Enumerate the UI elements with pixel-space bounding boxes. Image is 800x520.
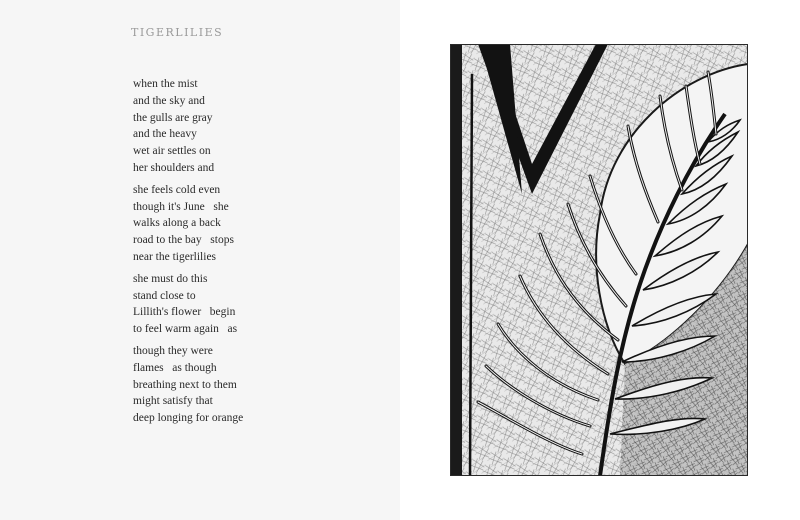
poem-line: her shoulders and: [133, 161, 215, 174]
poem-line: wet air settles on: [133, 145, 211, 158]
poem-line: though they were: [133, 344, 213, 357]
poem-line: stand close to: [133, 289, 196, 302]
poem-line: near the tigerlilies: [133, 250, 217, 263]
stanza-1: [133, 76, 383, 177]
poem-line: when the mist: [133, 78, 198, 90]
poem-line: and the heavy: [133, 128, 197, 141]
poem-line: the gulls are gray: [133, 111, 213, 124]
poem-line: road to the bay stops: [133, 234, 234, 247]
poem-line: might satisfy that: [133, 395, 213, 408]
poem-line: she must do this: [133, 272, 208, 285]
left-edge-band: [450, 44, 462, 476]
stanza-3: [133, 271, 383, 338]
poem-body: [133, 76, 383, 432]
poem-line: deep longing for orange: [133, 412, 244, 425]
poem-line: to feel warm again as: [133, 323, 238, 336]
poem-line: breathing next to them: [133, 378, 237, 391]
poem-line: and the sky and: [133, 94, 205, 107]
poem-line: Lillith's flower begin: [133, 306, 236, 319]
poem-line: though it's June she: [133, 200, 229, 213]
poem-line: flames as though: [133, 361, 217, 374]
poem-line: walks along a back: [133, 217, 221, 230]
stanza-2: [133, 182, 383, 266]
stanza-4: [133, 343, 383, 427]
poem-title: TIGERLILIES: [131, 26, 224, 39]
etching-illustration: [450, 44, 748, 476]
poem-line: she feels cold even: [133, 183, 221, 196]
etching-svg: [450, 44, 748, 476]
